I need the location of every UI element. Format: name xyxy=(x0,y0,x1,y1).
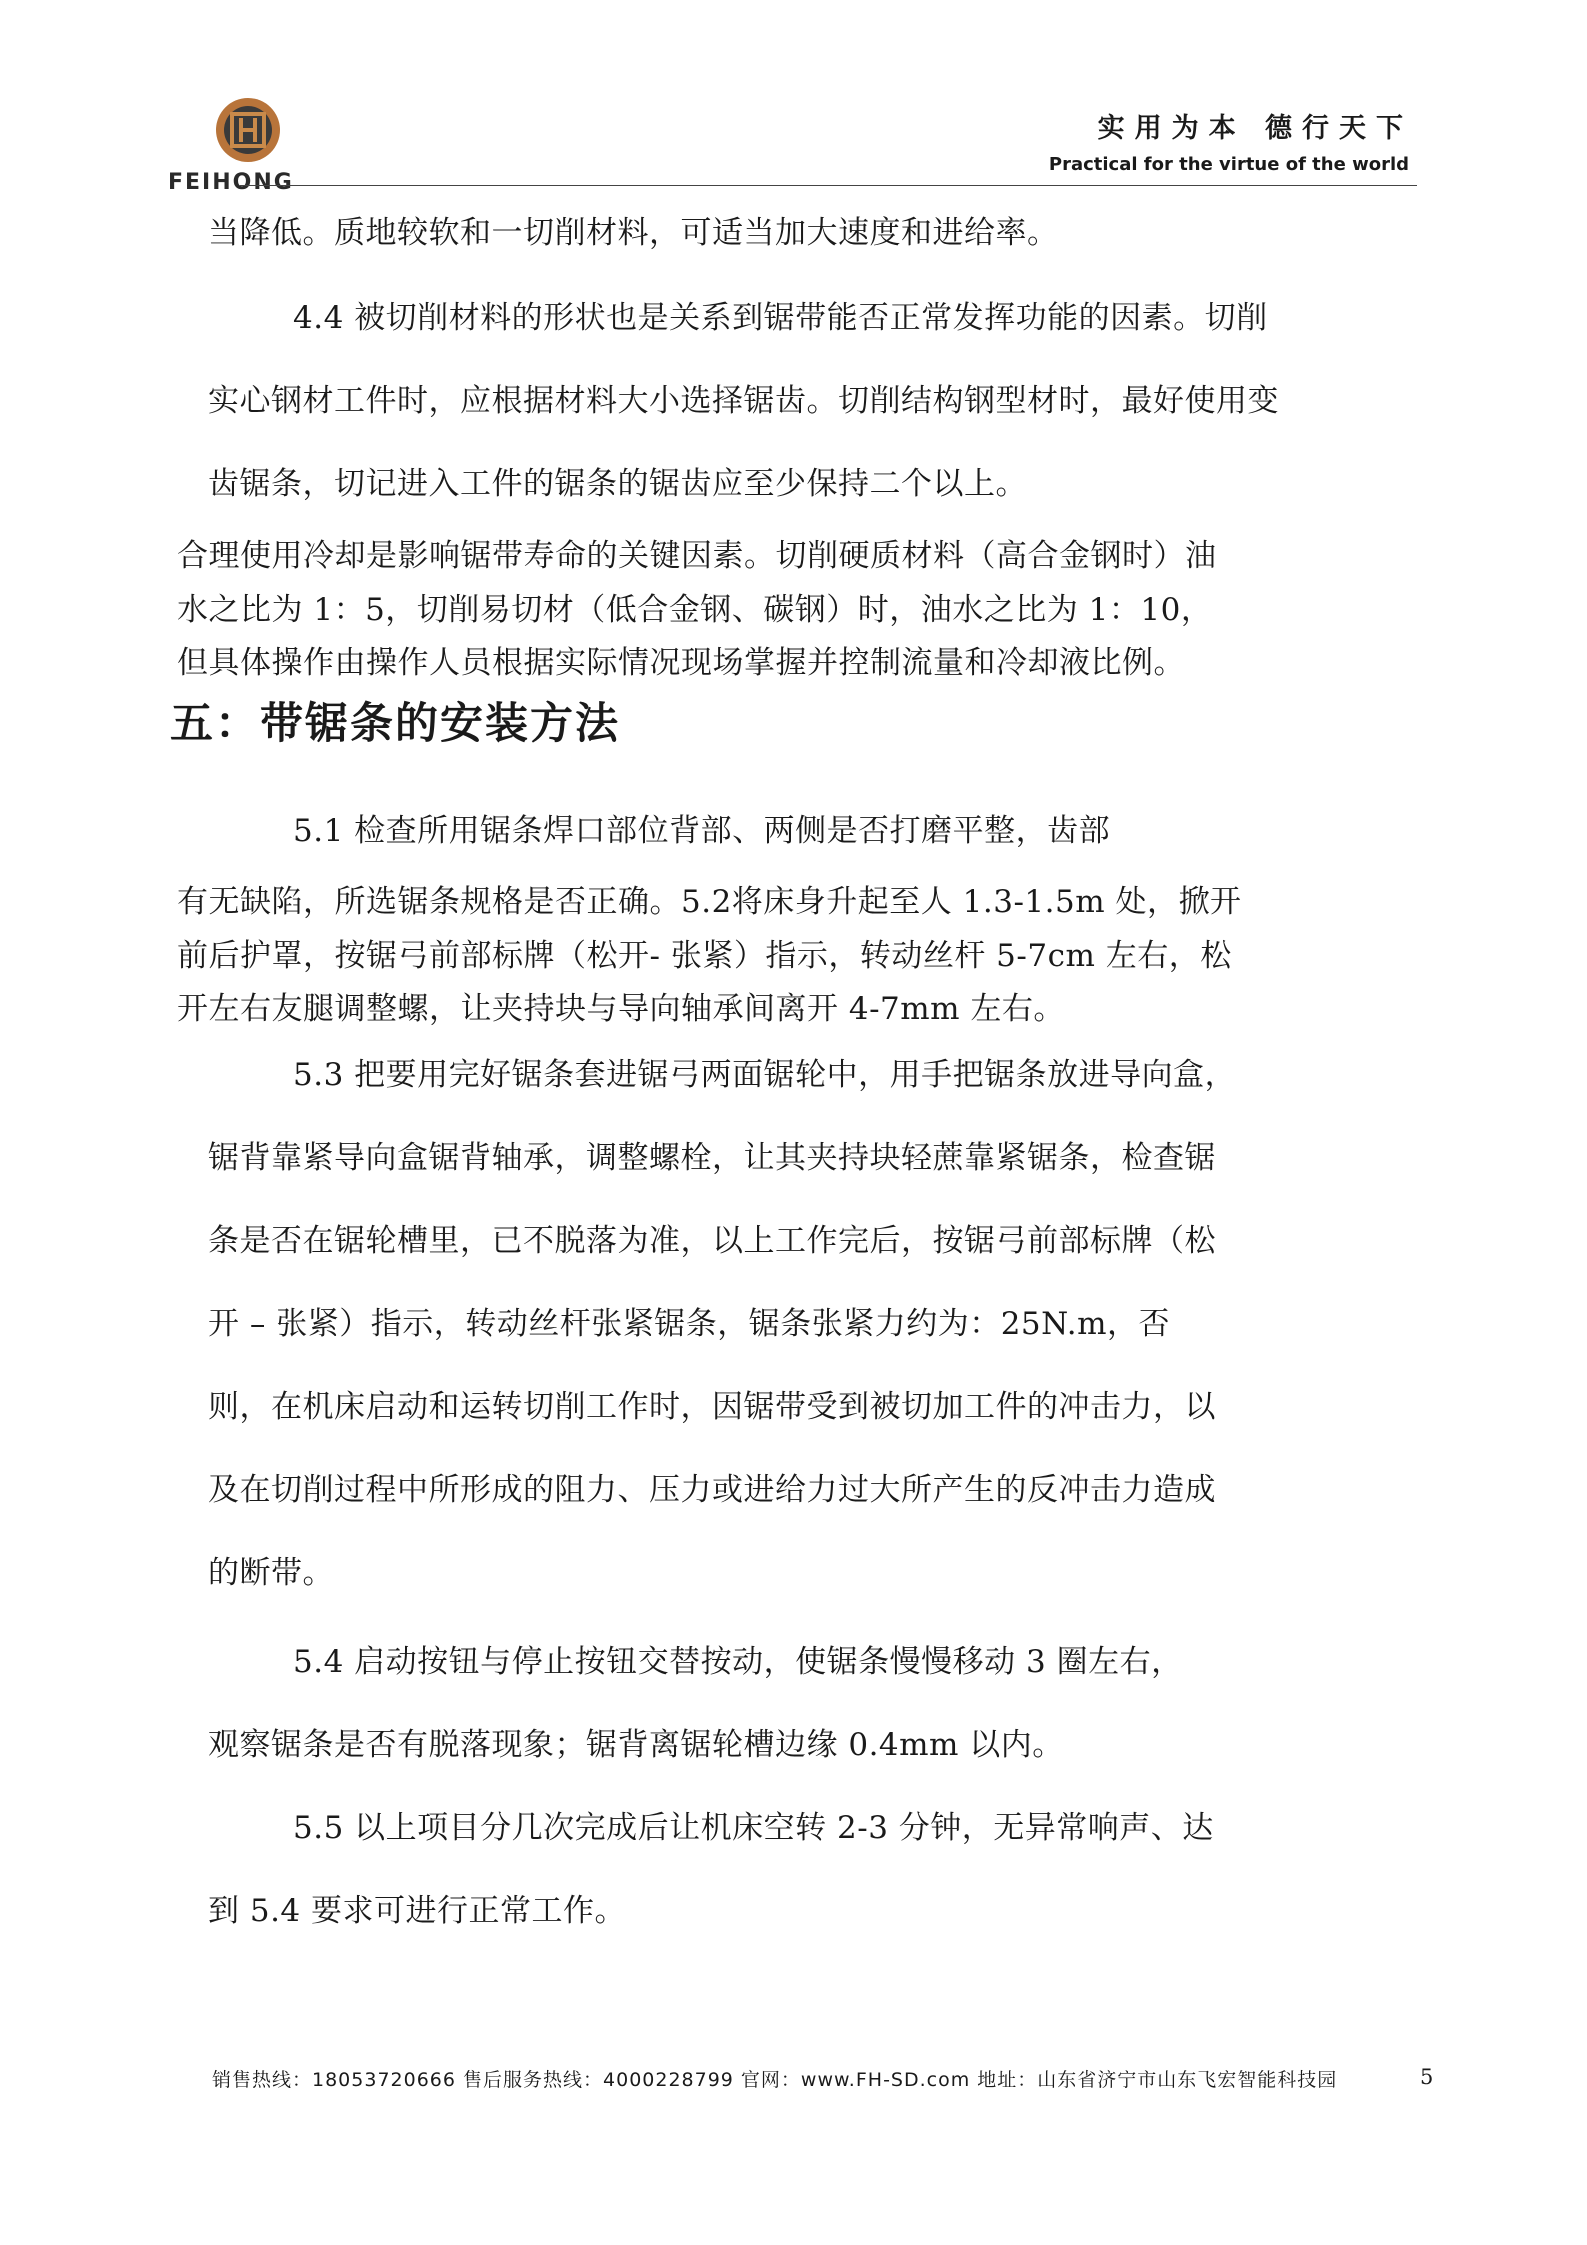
slogan-chinese: 实用为本 德行天下 xyxy=(1097,113,1413,144)
logo-text: FEIHONG xyxy=(168,170,294,195)
section-line: 5.3 把要用完好锯条套进锯弓两面锯轮中，用手把锯条放进导向盒， xyxy=(293,1057,1237,1093)
body-line: 当降低。质地较软和一切削材料，可适当加大速度和进给率。 xyxy=(208,215,1059,251)
page-number: 5 xyxy=(1420,2065,1434,2089)
body-line: 齿锯条，切记进入工件的锯条的锯齿应至少保持二个以上。 xyxy=(208,466,1027,502)
logo-h-icon xyxy=(228,110,268,150)
section-line: 则，在机床启动和运转切削工作时，因锯带受到被切加工件的冲击力，以 xyxy=(208,1389,1216,1425)
section-heading: 五：带锯条的安装方法 xyxy=(170,699,620,749)
body-line: 但具体操作由操作人员根据实际情况现场掌握并控制流量和冷却液比例。 xyxy=(177,645,1185,681)
footer-contact: 销售热线：18053720666 售后服务热线：4000228799 官网：www.FH-SD.com 地址：山东省济宁市山东飞宏智能科技园 xyxy=(212,2069,1338,2091)
logo-emblem xyxy=(216,98,280,162)
body-line: 合理使用冷却是影响锯带寿命的关键因素。切削硬质材料（高合金钢时）油 xyxy=(177,538,1217,574)
header-divider xyxy=(240,185,1417,186)
body-line: 水之比为 1：5，切削易切材（低合金钢、碳钢）时，油水之比为 1：10， xyxy=(177,592,1213,628)
section-line: 条是否在锯轮槽里，已不脱落为准，以上工作完后，按锯弓前部标牌（松 xyxy=(208,1223,1216,1259)
section-line: 锯背靠紧导向盒锯背轴承，调整螺栓，让其夹持块轻蔗靠紧锯条，检查锯 xyxy=(208,1140,1216,1176)
section-line: 5.5 以上项目分几次完成后让机床空转 2-3 分钟，无异常响声、达 xyxy=(293,1810,1214,1846)
section-line: 及在切削过程中所形成的阻力、压力或进给力过大所产生的反冲击力造成 xyxy=(208,1472,1216,1508)
section-line: 开 – 张紧）指示，转动丝杆张紧锯条，锯条张紧力约为：25N.m，否 xyxy=(208,1306,1171,1342)
section-line: 有无缺陷，所选锯条规格是否正确。5.2将床身升起至人 1.3-1.5m 处，掀开 xyxy=(177,884,1242,920)
section-line: 到 5.4 要求可进行正常工作。 xyxy=(208,1893,627,1929)
section-line: 5.4 启动按钮与停止按钮交替按动，使锯条慢慢移动 3 圈左右， xyxy=(293,1644,1183,1680)
company-logo xyxy=(168,98,328,198)
section-line: 前后护罩，按锯弓前部标牌（松开- 张紧）指示，转动丝杆 5-7cm 左右，松 xyxy=(177,938,1232,974)
body-line: 实心钢材工件时，应根据材料大小选择锯齿。切削结构钢型材时，最好使用变 xyxy=(208,383,1279,419)
body-line: 4.4 被切削材料的形状也是关系到锯带能否正常发挥功能的因素。切削 xyxy=(293,300,1268,336)
slogan-english: Practical for the virtue of the world xyxy=(1048,154,1409,175)
section-line: 观察锯条是否有脱落现象；锯背离锯轮槽边缘 0.4mm 以内。 xyxy=(208,1727,1064,1763)
section-line: 开左右友腿调整螺，让夹持块与导向轴承间离开 4-7mm 左右。 xyxy=(177,991,1065,1027)
section-line: 5.1 检查所用锯条焊口部位背部、两侧是否打磨平整，齿部 xyxy=(293,813,1111,849)
section-line: 的断带。 xyxy=(208,1555,334,1591)
